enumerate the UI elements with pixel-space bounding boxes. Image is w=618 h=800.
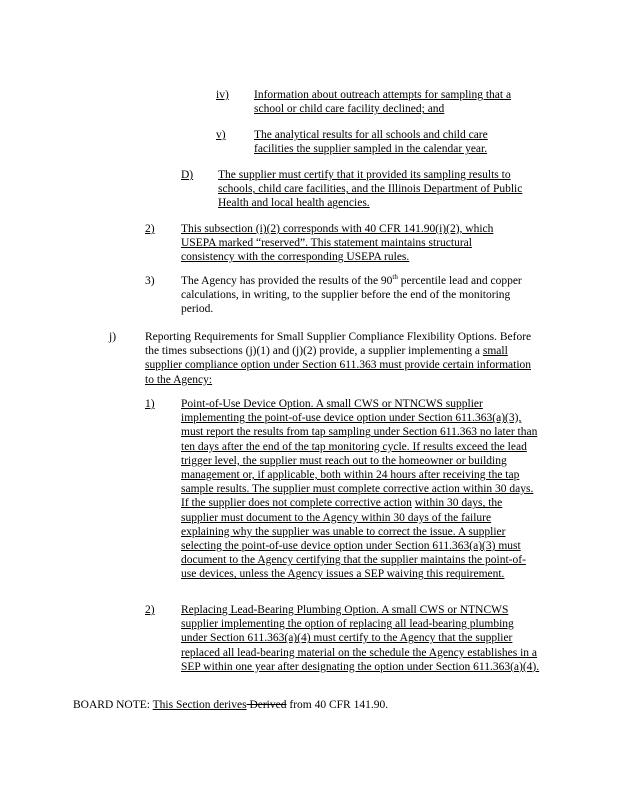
item-D-text: The supplier must certify that it provided its sampling results to schools, child care facilities, and the Illinois Department of Public Health and local health agencies. — [218, 169, 523, 210]
item-v-text: The analytical results for all schools and child care facilities the supplier sampled in the calendar year. — [254, 129, 488, 156]
item-i2-label: 2) — [145, 223, 155, 235]
item-i3-label: 3) — [145, 275, 155, 287]
item-j2-label: 2) — [145, 604, 155, 616]
item-i2-text: This subsection (i)(2) corresponds with 40 CFR 141.90(i)(2), which USEPA marked “reserved”. This statement maintains structural consistency with the corresponding USEPA rules. — [181, 223, 494, 264]
item-D-label: D) — [181, 169, 194, 181]
item-j1-text: Point-of-Use Device Option. A small CWS or NTNCWS supplier implementing the point-of-use device option under Section 611.363(a)(3), must report the results from tap sampling under Section 611.363 no later than ten days after the end of the tap monitoring cycle. If results exceed the lead trigger level, the supplier must reach out to the homeowner or building management or, if applicable, both within 24 hours after receiving the tap sample results. The supplier must complete corrective action within 30 days. If the supplier does not complete corrective action within 30 days, the supplier must document to the Agency within 30 days of the failure explaining why the supplier was unable to correct the issue. A supplier selecting the point-of-use device option under Section 611.363(a)(3) must document to the Agency certifying that the supplier maintains the point-of-use devices, unless the Agency issues a SEP waiving this requirement. — [181, 398, 538, 581]
item-iv-label: iv) — [216, 89, 229, 101]
item-j2-text: Replacing Lead-Bearing Plumbing Option. A small CWS or NTNCWS supplier implementing the option of replacing all lead-bearing plumbing under Section 611.363(a)(4) must certify to the Agency that the supplier replaced all lead-bearing material on the schedule the Agency establishes in a SEP within one year after designating the option under Section 611.363(a)(4). — [181, 604, 540, 673]
item-i3-text: The Agency has provided the results of the 90th percentile lead and copper calculations, in writing, to the supplier before the end of the monitoring period. — [181, 273, 522, 316]
item-iv-text: Information about outreach attempts for sampling that a school or child care facility declined; and — [254, 89, 512, 116]
board-note: BOARD NOTE: This Section derives Derived from 40 CFR 141.90. — [73, 699, 389, 711]
item-j-label: j) — [109, 331, 117, 343]
item-v-label: v) — [216, 129, 226, 141]
item-j1-label: 1) — [145, 398, 155, 410]
item-j-text: Reporting Requirements for Small Supplier Compliance Flexibility Options. Before the times subsections (j)(1) and (j)(2) provide, a supplier implementing a small supplier compliance option under Section 611.363 must provide certain information to the Agency: — [145, 331, 532, 386]
